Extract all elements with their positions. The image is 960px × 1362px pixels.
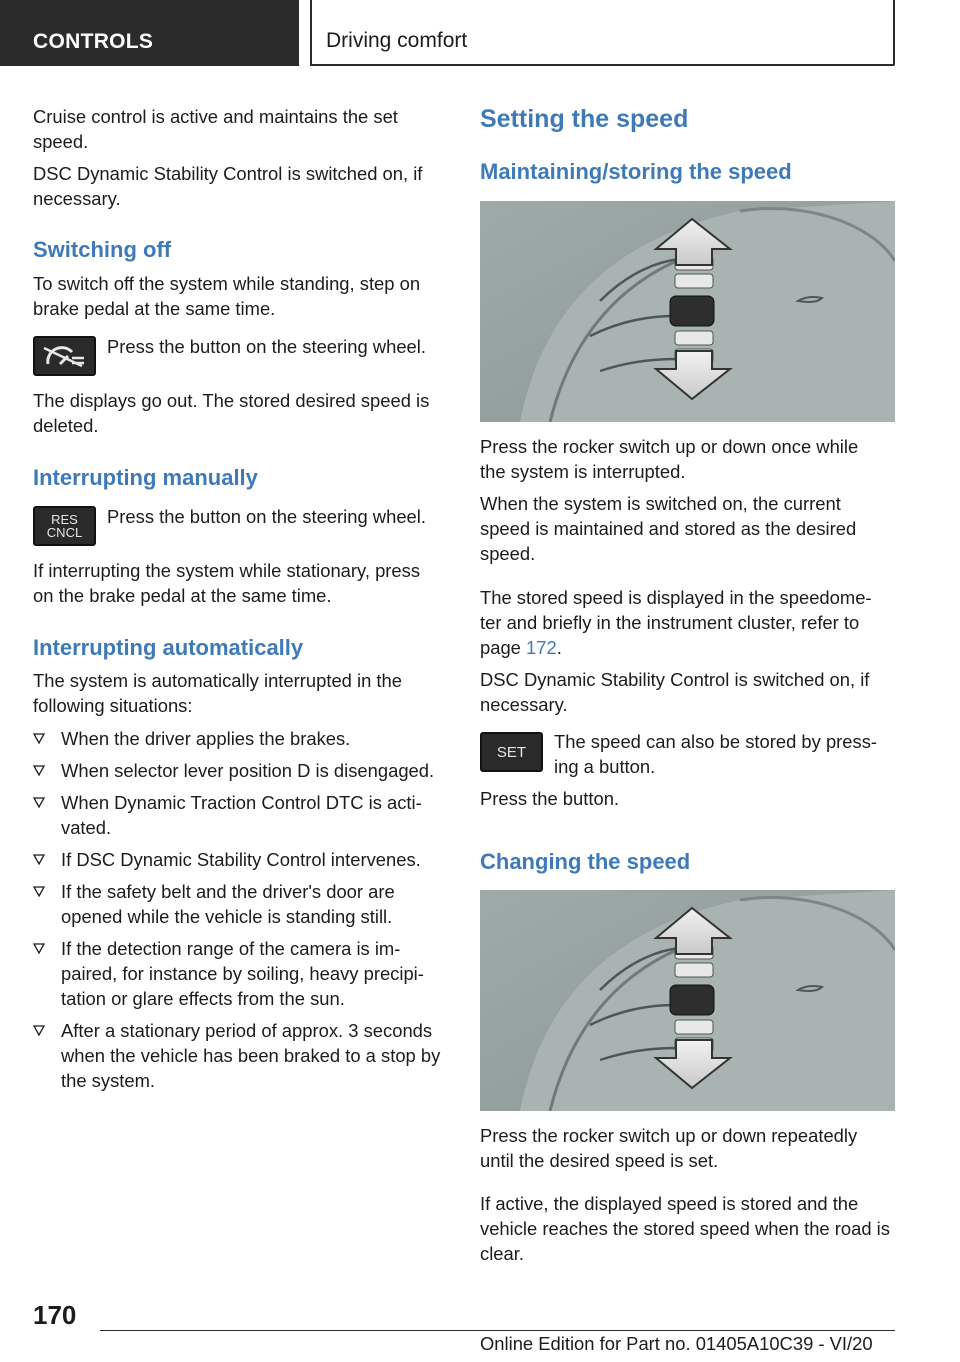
maintaining-text-5: Press the button. (480, 788, 620, 809)
triangle-bullet-icon (33, 853, 45, 865)
triangle-bullet-icon (33, 796, 45, 808)
heading-switching-off: Switching off (33, 237, 172, 262)
chapter-title: Driving comfort (310, 0, 895, 66)
heading-setting-the-speed: Setting the speed (480, 105, 689, 133)
maintaining-text-2: When the system is switched on, the current speed is maintained and stored as the desired speed. (480, 493, 857, 564)
set-button-caption: The speed can also be stored by press- ing a button. (554, 731, 878, 777)
cncl-label: CNCL (46, 525, 83, 540)
res-cncl-button-icon (33, 506, 96, 546)
page-header (0, 0, 960, 66)
steering-wheel-rocker-switch-illustration (480, 201, 895, 422)
steering-wheel-rocker-switch-illustration-2 (480, 890, 895, 1111)
intro-paragraph-1: Cruise control is active and maintains the set speed. (33, 106, 398, 152)
page-number: 170 (33, 1300, 77, 1330)
page-reference-link[interactable]: 172 (526, 637, 557, 658)
set-label: SET (496, 743, 527, 761)
triangle-bullet-icon (33, 942, 45, 954)
list-item: When the driver applies the brakes. (33, 726, 448, 751)
switching-off-result: The displays go out. The stored desired speed is deleted. (33, 390, 430, 436)
changing-text-1: Press the rocker switch up or down repeatedly until the desired speed is set. (480, 1125, 858, 1171)
maintaining-text-4: DSC Dynamic Stability Control is switched on, if necessary. (480, 669, 870, 715)
triangle-bullet-icon (33, 732, 45, 744)
triangle-bullet-icon (33, 1024, 45, 1036)
list-item: If DSC Dynamic Stability Control intervenes. (33, 847, 448, 872)
footer-edition: Online Edition for Part no. 01405A10C39 - VI/20 (480, 1333, 873, 1354)
cruise-control-speed-icon (42, 344, 88, 368)
interrupting-manually-text: If interrupting the system while stationary, press on the brake pedal at the same time. (33, 560, 421, 606)
cruise-control-off-button-icon (33, 336, 96, 376)
switching-off-button-caption: Press the button on the steering wheel. (107, 336, 426, 357)
maintaining-text-3: The stored speed is displayed in the speedome- ter and briefly in the instrument cluster, refer to page 172. (480, 587, 872, 658)
switching-off-text: To switch off the system while standing, step on brake pedal at the same time. (33, 273, 421, 319)
heading-maintaining-storing: Maintaining/storing the speed (480, 159, 792, 184)
triangle-bullet-icon (33, 764, 45, 776)
interrupting-automatically-text: The system is automatically interrupted in the following situations: (33, 670, 402, 716)
list-item: If the detection range of the camera is im- paired, for instance by soiling, heavy precipi- tation or glare effects from the sun. (33, 936, 448, 1011)
heading-interrupting-automatically: Interrupting automatically (33, 635, 304, 660)
changing-text-2: If active, the displayed speed is stored and the vehicle reaches the stored speed when the road is clear. (480, 1193, 890, 1264)
list-item: If the safety belt and the driver's door are opened while the vehicle is standing still. (33, 879, 448, 929)
list-item: After a stationary period of approx. 3 seconds when the vehicle has been braked to a stop by the system. (33, 1018, 448, 1093)
footer-divider (100, 1330, 895, 1331)
set-button-icon (480, 732, 543, 772)
res-label: RES (51, 512, 78, 527)
heading-interrupting-manually: Interrupting manually (33, 465, 258, 490)
triangle-bullet-icon (33, 885, 45, 897)
interrupting-manually-button-caption: Press the button on the steering wheel. (107, 506, 426, 527)
list-item: When Dynamic Traction Control DTC is acti- vated. (33, 790, 448, 840)
list-item: When selector lever position D is disengaged. (33, 758, 448, 783)
section-tab: CONTROLS (0, 0, 299, 66)
maintaining-text-1: Press the rocker switch up or down once while the system is interrupted. (480, 436, 859, 482)
intro-paragraph-2: DSC Dynamic Stability Control is switched on, if necessary. (33, 163, 423, 209)
heading-changing-the-speed: Changing the speed (480, 849, 691, 874)
